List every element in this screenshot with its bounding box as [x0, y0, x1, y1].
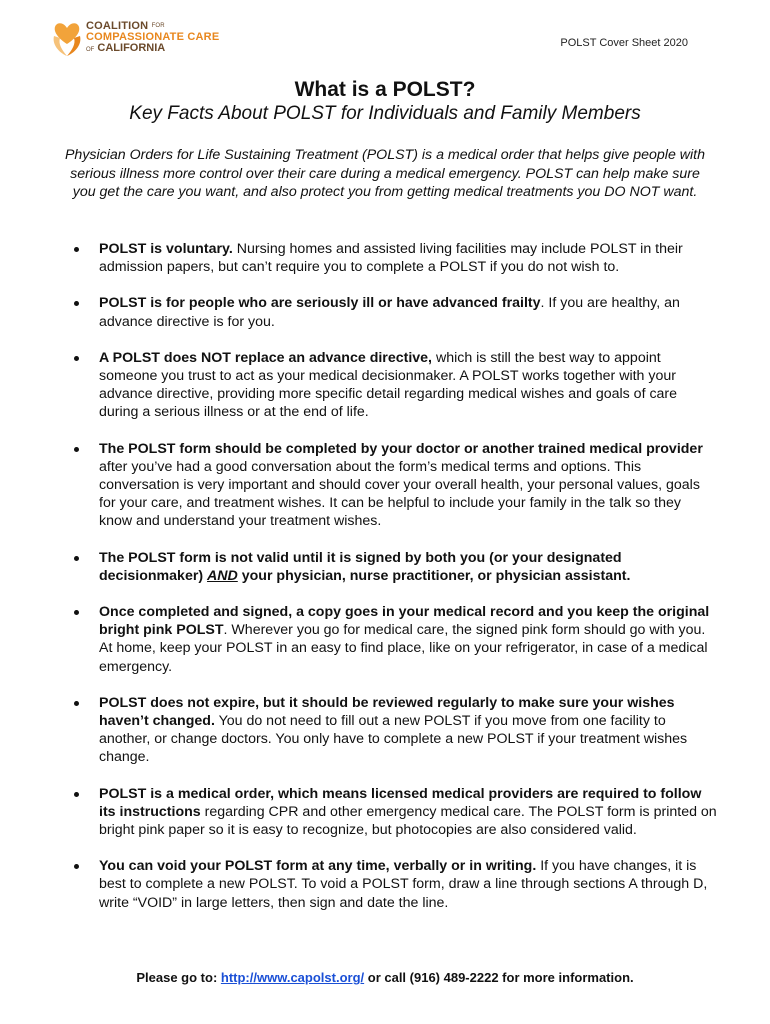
cover-sheet-label: POLST Cover Sheet 2020 — [560, 37, 688, 49]
logo-line-1: COALITION $^{FOR}$ — [86, 20, 165, 32]
fact-item: A POLST does NOT replace an advance directive, which is still the best way to appoint someone you trust to act as your medical decisionmaker. A POLST works together with your advance directive, providing more specific detail regarding medical wishes and goals of care during a serious illness or at the end of life. — [0, 349, 770, 422]
footer-suffix: or call (916) 489-2222 for more information. — [364, 970, 634, 985]
fact-item: POLST is voluntary. Nursing homes and assisted living facilities may include POLST in their admission papers, but can’t require you to complete a POLST if you do not wish to. — [0, 240, 770, 276]
bullet-icon — [74, 356, 79, 361]
bullet-icon — [74, 447, 79, 452]
coalition-logo — [52, 18, 232, 60]
bullet-icon — [74, 610, 79, 615]
fact-item: POLST does not expire, but it should be reviewed regularly to make sure your wishes haven’t changed. You do not need to fill out a new POLST if you move from one facility to another, or change doctors. You only have to complete a new POLST if your treatment wishes change. — [0, 694, 770, 767]
bullet-icon — [74, 301, 79, 306]
fact-item: POLST is a medical order, which means licensed medical providers are required to follow its instructions regarding CPR and other emergency medical care. The POLST form is printed on bright pink paper so it is easy to recognize, but photocopies are also considered valid. — [0, 785, 770, 840]
fact-item: POLST is for people who are seriously ill or have advanced frailty. If you are healthy, an advance directive is for you. — [0, 294, 770, 330]
bullet-icon — [74, 864, 79, 869]
page-subtitle: Key Facts About POLST for Individuals and Family Members — [129, 103, 641, 124]
bullet-icon — [74, 792, 79, 797]
fact-item: The POLST form is not valid until it is signed by both you (or your designated decisionmaker) AND your physician, nurse practitioner, or physician assistant. — [0, 549, 770, 585]
fact-item: Once completed and signed, a copy goes in your medical record and you keep the original bright pink POLST. Wherever you go for medical care, the signed pink form should go with you. At home, keep your POLST in an easy to find place, like on your refrigerator, in case of a medical emergency. — [0, 603, 770, 676]
footer-info — [0, 970, 770, 985]
facts-list — [0, 240, 770, 930]
bullet-icon — [74, 247, 79, 252]
hands-heart-icon — [52, 18, 82, 58]
footer-prefix: Please go to: — [136, 970, 221, 985]
bullet-icon — [74, 701, 79, 706]
logo-line-3: OF CALIFORNIA — [86, 42, 166, 54]
fact-item: You can void your POLST form at any time, verbally or in writing. If you have changes, it is best to complete a new POLST. To void a POLST form, draw a line through sections A through D, write “VOID” in large letters, then sign and date the line. — [0, 857, 770, 912]
page-title: What is a POLST? — [294, 78, 476, 101]
logo-line-2: COMPASSIONATE CARE — [86, 31, 220, 43]
capolst-link[interactable]: http://www.capolst.org/ — [220, 970, 365, 985]
bullet-icon — [74, 556, 79, 561]
intro-paragraph: Physician Orders for Life Sustaining Treatment (POLST) is a medical order that helps give people with serious illness more control over their care during a medical emergency. POLST can help make sure you get the care you want, and also protect you from getting medical treatments you DO NOT want. — [64, 147, 706, 200]
fact-item: The POLST form should be completed by your doctor or another trained medical provider after you’ve had a good conversation about the form’s medical terms and options. This conversation is very important and should cover your overall health, your personal values, goals for your care, and treatment wishes. It can be helpful to include your family in the talk so they know and understand your treatment wishes. — [0, 440, 770, 531]
